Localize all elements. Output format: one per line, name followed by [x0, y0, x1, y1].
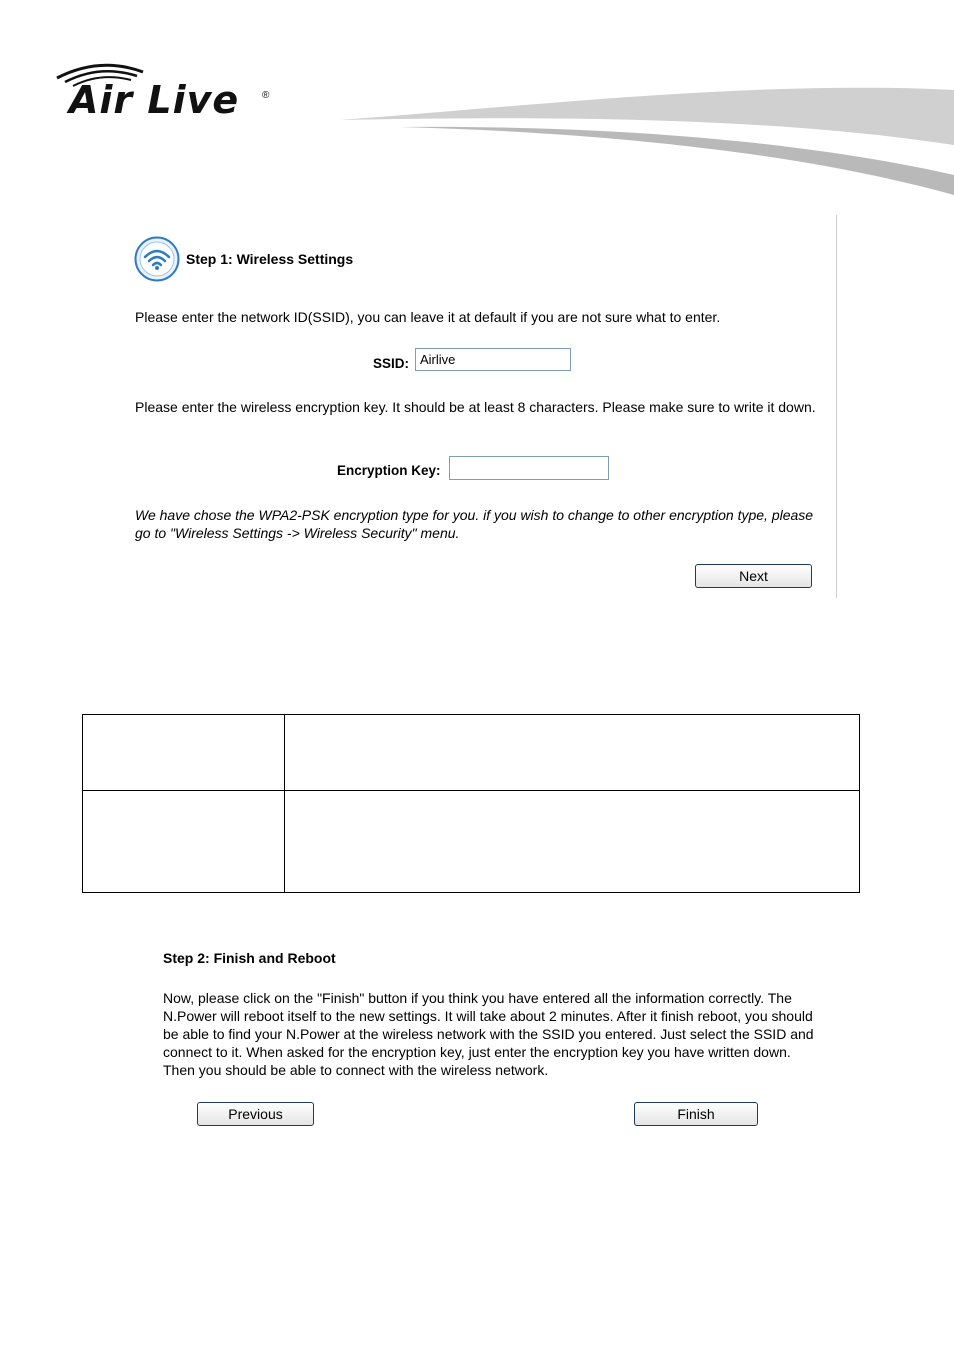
table-cell: [285, 791, 860, 893]
description-table: [82, 714, 860, 893]
finish-instructions: Now, please click on the "Finish" button if you think you have entered all the information correctly. The N.Power will reboot itself to the new settings. It will take about 2 minutes. After it finish reboot, you should be able to find your N.Power at the wireless network with the SSID you entered. Just select the SSID and connect to it. When asked for the encryption key, just enter the encryption key you have written down. Then you should be able to connect with the wireless network.: [163, 990, 814, 1078]
registered-mark: ®: [262, 90, 270, 101]
encryption-type-note: We have chose the WPA2-PSK encryption type for you. if you wish to change to other encryption type, please go to "Wireless Settings -> Wireless Security" menu.: [135, 507, 814, 541]
previous-button[interactable]: Previous: [197, 1102, 314, 1126]
logo-wordmark: Air Live: [69, 78, 240, 122]
encryption-key-label: Encryption Key:: [337, 463, 441, 478]
ssid-input[interactable]: [415, 348, 571, 371]
next-button[interactable]: Next: [695, 564, 812, 588]
encryption-key-input[interactable]: [449, 456, 609, 480]
ssid-label: SSID:: [373, 356, 410, 371]
wireless-settings-panel: [118, 215, 837, 598]
finish-reboot-panel: [150, 940, 830, 1140]
finish-button[interactable]: Finish: [634, 1102, 758, 1126]
table-row: [83, 791, 860, 893]
table-cell: [285, 715, 860, 791]
table-row: [83, 715, 860, 791]
table-cell: [83, 791, 285, 893]
airlive-logo: [55, 60, 285, 130]
ssid-instructions: Please enter the network ID(SSID), you can leave it at default if you are not sure what to enter.: [135, 309, 721, 325]
table-cell: [83, 715, 285, 791]
step2-title: Step 2: Finish and Reboot: [163, 950, 336, 966]
step1-title: Step 1: Wireless Settings: [186, 251, 354, 267]
wifi-icon: [134, 236, 180, 282]
encryption-instructions: Please enter the wireless encryption key. It should be at least 8 characters. Please make sure to write it down.: [135, 399, 816, 415]
header-swoosh: [340, 85, 954, 200]
